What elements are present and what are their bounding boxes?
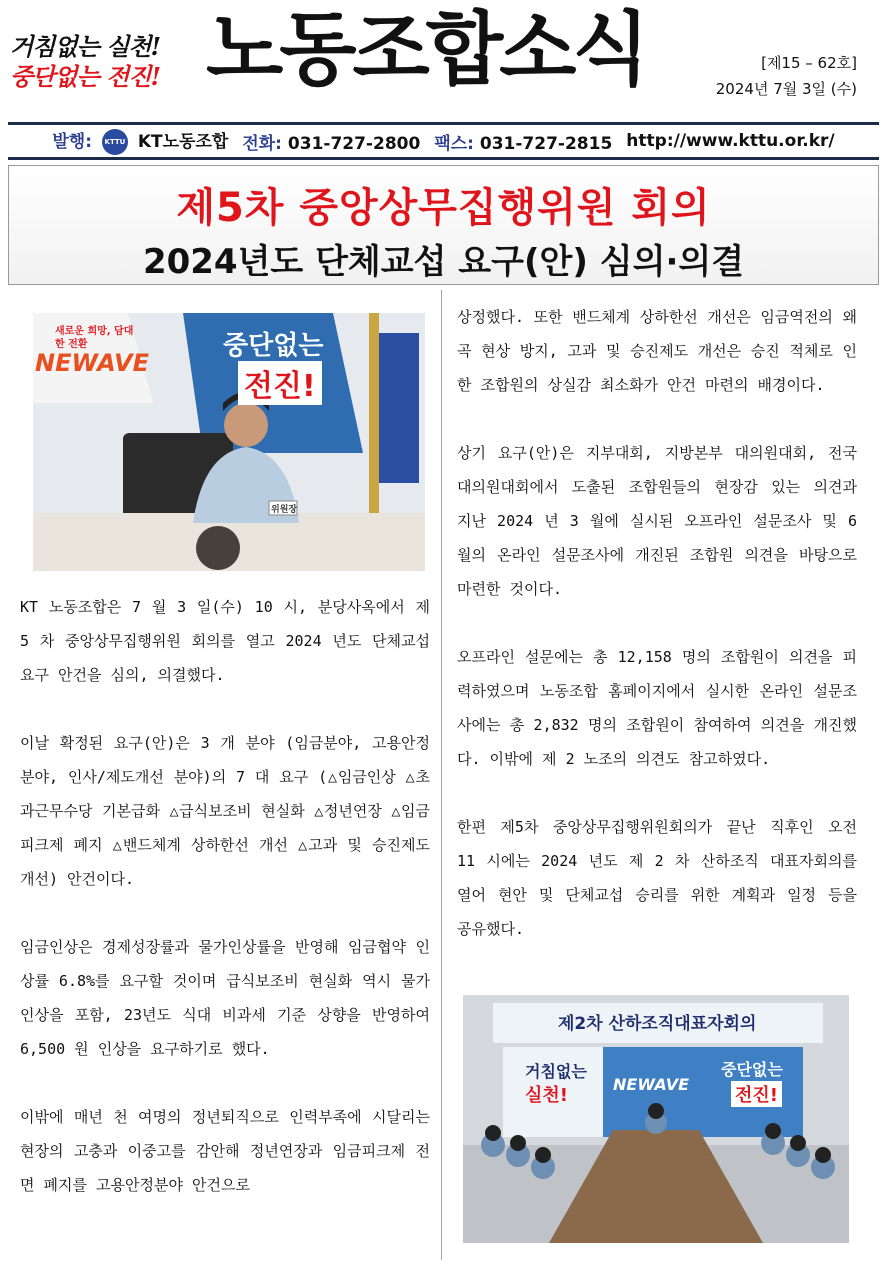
- article-paragraph: 임금인상은 경제성장률과 물가인상률을 반영해 임금협약 인상률 6.8%를 요구할 것이며 급식보조비 현실화 역시 물가인상을 포함, 23년도 식대 비과세 기준 상향을 반영하여 6,500 원 인상을 요구하기로 했다.: [20, 938, 430, 1058]
- publisher-name: KT노동조합: [137, 132, 229, 152]
- phone-label: 전화:: [242, 133, 282, 154]
- issue-date: 2024년 7월 3일 (수): [715, 80, 857, 98]
- article-paragraph: 이날 확정된 요구(안)은 3 개 분야 (임금분야, 고용안정 분야, 인사/제도개선 분야)의 7 대 요구 (△임금인상 △초과근무수당 기본급화 △급식보조비 현실화 △정년연장 △임금피크제 폐지 △밴드체계 상하한선 개선 △고과 및 승진제도 개선) 안건이다.: [20, 734, 430, 888]
- article-paragraph: 이밖에 매년 천 여명의 정년퇴직으로 인력부족에 시달리는 현장의 고충과 이중고를 감안해 정년연장과 임금피크제 전면 폐지를 고용안정분야 안건으로: [20, 1108, 430, 1194]
- publisher-label: 발행:: [52, 132, 93, 152]
- photo1-nameplate: 위원장: [271, 505, 298, 515]
- photo2-panel-right-2: 전진!: [731, 1081, 782, 1107]
- article-paragraph: 상정했다. 또한 밴드체계 상하한선 개선은 임금역전의 왜곡 현상 방지, 고과 및 승진제도 개선은 승진 적체로 인한 조합원의 상실감 최소화가 안건 마련의 배경이다.: [457, 308, 857, 394]
- article-paragraph: 상기 요구(안)은 지부대회, 지방본부 대의원대회, 전국대의원대회에서 도출된 조합원들의 현장감 있는 의견과 지난 2024 년 3 월에 실시된 오프라인 설문조사 및 6 월의 온라인 설문조사에 개진된 조합원 의견을 바탕으로 마련한 것이다.: [457, 444, 857, 598]
- photo2-panel-left-2: 실천!: [525, 1085, 568, 1106]
- article-paragraph: 오프라인 설문에는 총 12,158 명의 조합원이 의견을 피력하였으며 노동조합 홈페이지에서 실시한 온라인 설문조사에는 총 2,832 명의 조합원이 참여하여 의견을 개진했다. 이밖에 제 2 노조의 의견도 참고하였다.: [457, 648, 857, 768]
- headline-title: 제5차 중앙상무집행위원 회의: [176, 185, 711, 231]
- article-right-column: [457, 300, 857, 946]
- headline-box: [8, 165, 879, 285]
- masthead-rule-bottom: [8, 157, 879, 160]
- phone-number: 031-727-2800: [287, 133, 421, 154]
- issue-number: [제15 – 62호]: [761, 54, 857, 72]
- photo1-banner-line1: 중단없는: [223, 331, 324, 361]
- slogan-line2: 중단없는 전진!: [10, 62, 160, 91]
- photo2-panel-right-1: 중단없는: [721, 1060, 783, 1079]
- photo-representatives-meeting: [463, 995, 849, 1243]
- article-left-column: [20, 590, 430, 1202]
- photo2-panel-mid: NEWAVE: [613, 1075, 690, 1094]
- masthead-title: 노동조합소식: [206, 3, 646, 96]
- fax-number: 031-727-2815: [479, 133, 613, 154]
- column-divider: [441, 290, 442, 1260]
- photo1-sign-brand: NEWAVE: [35, 349, 150, 377]
- photo1-sign-small: 새로운 희망, 담대한 전환: [55, 326, 134, 350]
- photo2-panel-left-1: 거침없는: [525, 1062, 587, 1081]
- kttu-logo-icon: KTTU: [102, 129, 128, 155]
- masthead-rule-top: [8, 122, 879, 125]
- photo1-banner-line2: 전진!: [238, 361, 322, 405]
- slogan-line1: 거침없는 실천!: [10, 32, 160, 61]
- publisher-bar: [0, 126, 887, 156]
- photo2-banner: 제2차 산하조직대표자회의: [558, 1014, 757, 1034]
- website-link[interactable]: http://www.kttu.or.kr/: [626, 131, 835, 151]
- article-paragraph: KT 노동조합은 7 월 3 일(수) 10 시, 분당사옥에서 제 5 차 중앙상무집행위원 회의를 열고 2024 년도 단체교섭 요구 안건을 심의, 의결했다.: [20, 598, 430, 684]
- issue-info: [716, 50, 857, 102]
- headline-subtitle: 2024년도 단체교섭 요구(안) 심의·의결: [142, 242, 745, 282]
- fax-label: 팩스:: [434, 133, 474, 154]
- photo-chairman: [33, 313, 425, 571]
- article-paragraph: 한편 제5차 중앙상무집행위원회의가 끝난 직후인 오전 11 시에는 2024 년도 제 2 차 산하조직 대표자회의를 열어 현안 및 단체교섭 승리를 위한 계획과 일정 등을 공유했다.: [457, 818, 857, 938]
- masthead-slogan: [10, 32, 200, 92]
